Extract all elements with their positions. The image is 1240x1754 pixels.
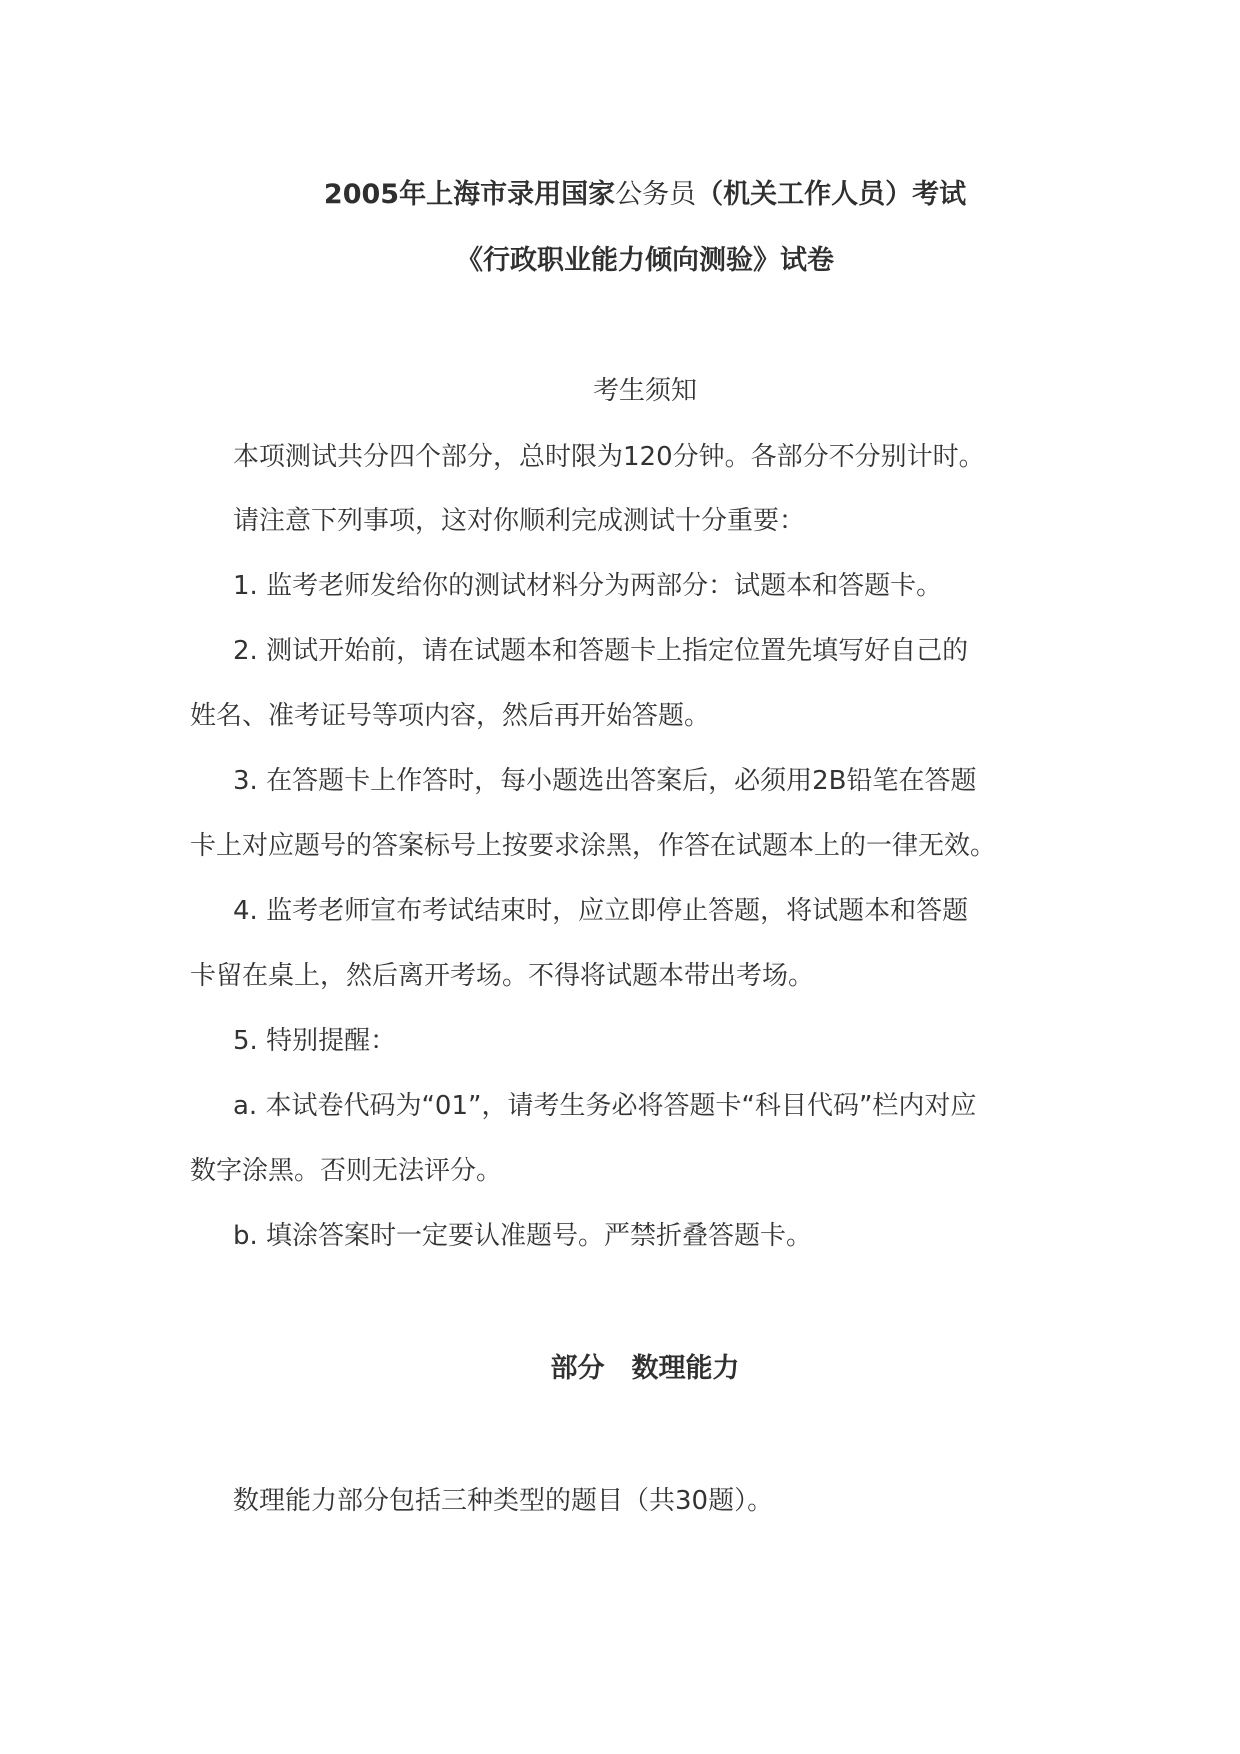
document-title-line-2: 《行政职业能力倾向测验》试卷: [456, 245, 834, 276]
notice-lead: 请注意下列事项，这对你顺利完成测试十分重要：: [233, 506, 806, 536]
title-part-1: 2005年上海市录用国家: [323, 179, 616, 210]
section-heading: 部分 数理能力: [550, 1353, 740, 1384]
notice-item-3-line-2: 卡上对应题号的答案标号上按要求涂黑，作答在试题本上的一律无效。: [190, 831, 997, 861]
notice-heading: 考生须知: [592, 376, 697, 406]
notice-item-a-line-2: 数字涂黑。否则无法评分。: [190, 1156, 503, 1186]
notice-item-3-line-1: 3. 在答题卡上作答时，每小题选出答案后，必须用2B铅笔在答题: [233, 766, 977, 796]
notice-item-2-line-1: 2. 测试开始前，请在试题本和答题卡上指定位置先填写好自己的: [233, 636, 969, 666]
title-part-2: 公务员: [615, 179, 697, 210]
notice-item-2-line-2: 姓名、准考证号等项内容，然后再开始答题。: [190, 701, 711, 731]
notice-item-4-line-1: 4. 监考老师宣布考试结束时，应立即停止答题，将试题本和答题: [233, 896, 969, 926]
notice-item-b: b. 填涂答案时一定要认准题号。严禁折叠答题卡。: [233, 1221, 813, 1251]
notice-intro: 本项测试共分四个部分，总时限为120分钟。各部分不分别计时。: [233, 442, 985, 472]
section-intro: 数理能力部分包括三种类型的题目（共30题）。: [233, 1486, 774, 1516]
notice-item-5: 5. 特别提醒：: [233, 1026, 397, 1056]
notice-item-4-line-2: 卡留在桌上，然后离开考场。不得将试题本带出考场。: [190, 961, 815, 991]
document-title-line-1: [0, 178, 1240, 212]
notice-item-1: 1. 监考老师发给你的测试材料分为两部分：试题本和答题卡。: [233, 571, 943, 601]
notice-item-a-line-1: a. 本试卷代码为“01”，请考生务必将答题卡“科目代码”栏内对应: [233, 1091, 977, 1121]
title-part-3: （机关工作人员）考试: [696, 179, 967, 210]
